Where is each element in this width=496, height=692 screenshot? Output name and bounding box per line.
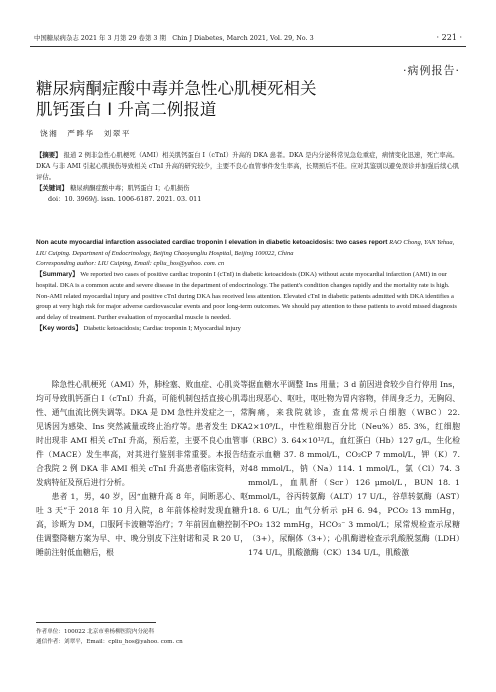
english-keywords-label: 【Key words】 [36, 324, 82, 332]
column-label: ·病例报告· [403, 64, 460, 77]
english-keywords: Diabetic ketoacidosis; Cardiac troponin I; Myocardial injury [81, 324, 241, 332]
header-rule [30, 46, 466, 47]
english-abstract [36, 238, 460, 334]
corresponding-author: 通信作者：刘翠平，Email：cpliu_hos@yahoo. com. cn [36, 639, 183, 645]
body-column-left [36, 378, 248, 560]
keywords-label: 【关键词】 [36, 184, 68, 192]
footnote-rule [36, 622, 156, 623]
summary-label: 【Summary】 [36, 271, 79, 279]
summary-text: We reported two cases of positive cardiac troponin I (cTnI) in diabetic ketoacidosis (DKA) without acute myocardial infarction (AMI) in our hospital. DKA is a common acute and severe disease in the department of endocrinology. The patient's condition changes rapidly and the mortality rate is high. Non-AMI related myocardial injury and positive cTnI during DKA has received less attention. Elevated cTnI in diabetic patients admitted with DKA identifies a group at very high risk for major adverse cardiovascular events and poor long-term outcomes. We should pay attention to these patients to avoid missed diagnosis and delay of treatment. Further evaluation of myocardial muscle is needed. [36, 271, 457, 321]
chinese-abstract [36, 150, 460, 205]
journal-citation: 中国糖尿病杂志 2021 年 3 月第 29 卷第 3 期 Chin J Diabetes, March 2021, Vol. 29, No. 3 [34, 33, 314, 42]
title-line-1: 糖尿病酮症酸中毒并急性心肌梗死相关 [36, 79, 317, 98]
paragraph: 据血糖水平调整 Ins 用量；3 d 前因进食较少自行停用 Ins，出现恶心、呕吐，呕吐物为胃内容物，伴周身乏力，无胸闷、胸痛，来我院就诊，查血常规示白细胞（WBC）22. 2×10⁹/L，中性粒细胞百分比（Neu%）85. 3%，红细胞（RBC）3. 64×10¹²/L，血红蛋白（Hb）127 g/L，生化检查示血糖 37. 8 mmol/L，CO₂CP 7 mmol/L，钾（K）7. 48 mmol/L，钠（Na）114. 1 mmol/L，氯（Cl）74. 3 mmol/L，血肌酐（Scr）126 μmol/L，BUN 18. 1 mmol/L，谷丙转氨酶（ALT）17 U/L，谷草转氨酶（AST）18. 6 U/L；血气分析示 pH 6. 94，PCO₂ 13 mmHg，PO₂ 132 mmHg，HCO₃⁻ 3 mmol/L；尿常规检查示尿糖（3+），尿酮体（3+）；心肌酶谱检查示乳酸脱氢酶（LDH）174 U/L，肌酸激酶（CK）134 U/L，肌酸激 [248, 380, 460, 557]
footnote [36, 627, 183, 647]
english-authors: RAO Chong, YAN Yehua, LIU Cuiping. Department of Endocrinology, Beijing Chaoyangliu Hospital, Beijing 100022, China [36, 239, 455, 257]
english-title: Non acute myocardial infarction associated cardiac troponin I elevation in diabetic ketoacidosis: two cases report [36, 239, 388, 246]
doi: doi：10. 3969/j. issn. 1006-6187. 2021. 03. 011 [48, 195, 202, 203]
paragraph: 除急性心肌梗死（AMI）外，肺栓塞、败血症、心肌炎等均可导致肌钙蛋白 I（cTnI）升高，可能机制包括直接心肌毒性、通气血流比例失调等。DKA 是 DM 急性并发症之一，常见诱因为感染、Ins 突然减量或终止治疗等。患者发生 DKA 时出现非 AMI 相关 cTnI 升高，预后差，主要不良心血管事件（MACE）发生率高，对其进行鉴别非常重要。本报告结合我院 2 例 DKA 非 AMI 相关 cTnI 升高患者临床资料，对发病特征及预后进行分析。 [36, 380, 248, 487]
abstract-label: 【摘要】 [36, 151, 62, 159]
article-title [36, 78, 436, 120]
page-number: · 221 · [436, 32, 462, 42]
body-column-right [248, 378, 460, 560]
abstract-text: 报道 2 例非急性心肌梗死（AMI）相关肌钙蛋白 I（cTnI）升高的 DKA 患者。DKA 是内分泌科常见急危重症，病情变化迅速，死亡率高。DKA 与非 AMI 引起心肌损伤导致相关 cTnI 升高的研究较少，主要不良心血管事件发生率高，长期预后不佳。应对其鉴别以避免误诊并加强后续心肌评估。 [36, 151, 460, 181]
running-header [34, 31, 462, 43]
english-corresponding: Corresponding author: LIU Cuiping, Email: cpliu_hos@yahoo. com. cn [36, 260, 225, 268]
author-affiliation: 作者单位：100022 北京市垂杨柳医院内分泌科 [36, 629, 155, 635]
author-list: 饶湘 严晔华 刘翠平 [40, 129, 131, 138]
paragraph: 患者 1，男，40 岁，因“血糖升高 8 年，间断恶心、呕吐 3 天”于 2018 年 10 月入院，8 年前体检时发现血糖升高，诊断为 DM，口服阿卡波糖等治疗；7 年前因血糖控制不佳调整降糖方案为早、中、晚分别皮下注射诺和灵 R 20 U，睡前注射低血糖后，根 [36, 492, 248, 557]
title-line-2: 肌钙蛋白 I 升高二例报道 [36, 100, 217, 119]
keywords-text: 糖尿病酮症酸中毒；肌钙蛋白 I；心肌损伤 [67, 184, 190, 192]
